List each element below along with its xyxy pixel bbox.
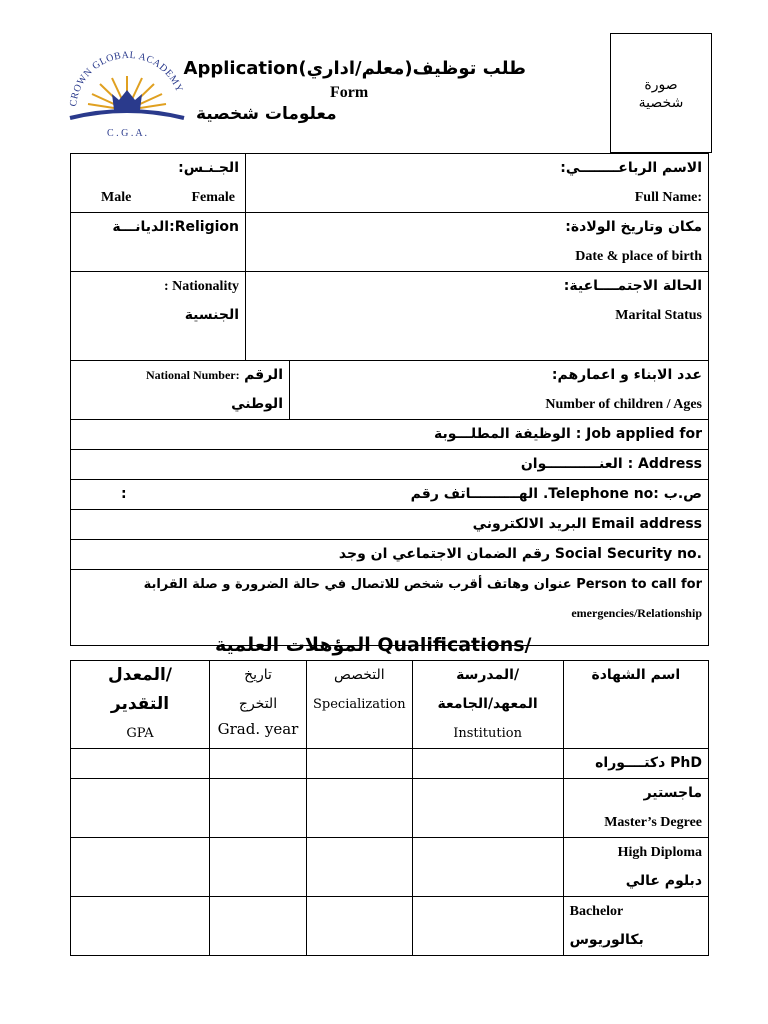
job-applied-field[interactable]: الوظيفة المطلـــوبة : Job applied for <box>71 420 709 450</box>
marital-status-cell[interactable]: :الحالة الاجتمــــاعية Marital Status <box>246 272 709 361</box>
email-field[interactable]: البريد الالكتروني Email address <box>71 510 709 540</box>
form-title-line2: Form <box>330 84 369 101</box>
row-religion-birth <box>71 213 709 272</box>
academy-logo <box>62 48 192 140</box>
col-certificate: اسم الشهادة <box>563 661 708 749</box>
children-cell[interactable]: :عدد الابناء و اعمارهم Number of children / Ages <box>290 361 709 420</box>
svg-text:CROWN GLOBAL ACADEMY: CROWN GLOBAL ACADEMY <box>68 49 185 108</box>
religion-cell[interactable]: الديانـــة:Religion <box>71 213 246 272</box>
national-number-cell[interactable]: National Number: الرقم الوطني <box>71 361 290 420</box>
col-specialization: التخصص Specialization <box>307 661 413 749</box>
cert-masters: ماجستير Master’s Degree <box>563 779 708 838</box>
social-security-field[interactable]: رقم الضمان الاجتماعي ان وجد Social Security no. <box>71 540 709 570</box>
photo-label: صورة شخصية <box>638 77 684 111</box>
cert-high-diploma: High Diploma دبلوم عالي <box>563 838 708 897</box>
qualification-row-masters <box>71 779 709 838</box>
birth-cell[interactable]: :مكان وتاريخ الولادة Date & place of birth <box>246 213 709 272</box>
nationality-cell[interactable]: : Nationality الجنسية <box>71 272 246 361</box>
address-field[interactable]: العنـــــــــــوان : Address <box>71 450 709 480</box>
form-title: طلب توظيف(معلم/اداري)Application <box>183 58 526 79</box>
row-nationality-marital <box>71 272 709 361</box>
row-national-children <box>71 361 709 420</box>
qualification-row-high-diploma <box>71 838 709 897</box>
cert-phd: دكتــــوراه PhD <box>563 749 708 779</box>
full-name-cell[interactable]: :الاسم الرباعــــــــي Full Name: <box>246 154 709 213</box>
gender-male[interactable]: Male <box>101 190 132 205</box>
gender-cell[interactable]: :الجـنـس Male Female <box>71 154 246 213</box>
gender-female[interactable]: Female <box>191 190 235 205</box>
personal-info-title: معلومات شخصية <box>196 104 337 124</box>
telephone-field[interactable]: : الهــــــــــاتف رقم .Telephone no: ص.ب <box>71 480 709 510</box>
personal-info-table <box>70 153 709 646</box>
qualifications-heading: المؤهلات العلمية Qualifications/ <box>215 634 532 656</box>
qualifications-table <box>70 660 709 956</box>
svg-text:C . G . A .: C . G . A . <box>106 128 148 139</box>
col-institution: المدرسة/ المعهد/الجامعة Institution <box>412 661 563 749</box>
emergency-contact-field[interactable]: عنوان وهاتف أقرب شخص للاتصال في حالة الضرورة و صلة القرابة Person to call for emergencies/Relationship <box>71 570 709 646</box>
photo-box[interactable] <box>610 33 712 153</box>
row-name-gender <box>71 154 709 213</box>
col-grad-year: تاريخ التخرج Grad. year <box>210 661 307 749</box>
qualifications-header-row <box>71 661 709 749</box>
col-gpa: المعدل/ التقدير GPA <box>71 661 210 749</box>
cert-bachelor: Bachelor بكالوريوس <box>563 897 708 956</box>
qualification-row-phd <box>71 749 709 779</box>
qualification-row-bachelor <box>71 897 709 956</box>
